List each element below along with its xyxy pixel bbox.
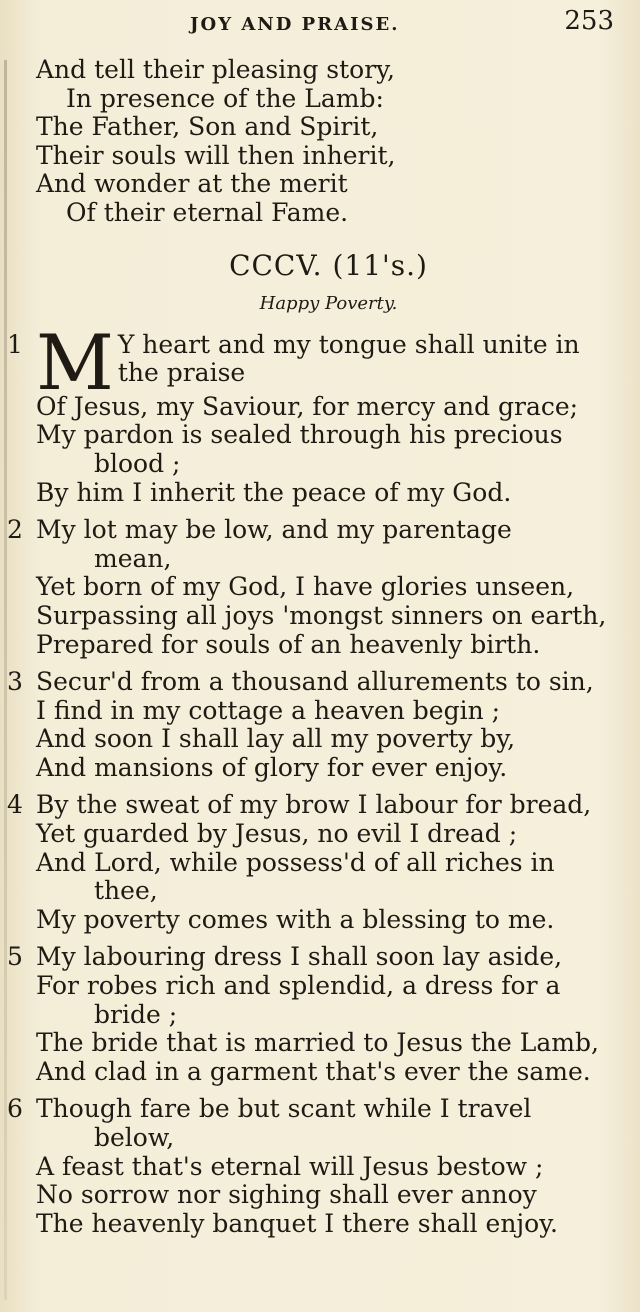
verse-line: Of Jesus, my Saviour, for mercy and grace; [36, 391, 579, 421]
drop-cap: M [36, 317, 114, 407]
verse-line: My poverty comes with a blessing to me. [36, 904, 555, 934]
verse-line: Though fare be but scant while I travel [36, 1094, 532, 1124]
verse-line: Their souls will then inherit, [36, 140, 396, 170]
verse-line: thee, [94, 876, 158, 906]
verse-line: A feast that's eternal will Jesus bestow ; [36, 1151, 544, 1181]
previous-stanza-end [36, 56, 621, 228]
running-head: JOY AND PRAISE. [190, 14, 400, 35]
verse-line: And Lord, while possess'd of all riches in [36, 847, 555, 877]
stanza-number: 6 [7, 1094, 23, 1124]
verse-line: the praise [117, 358, 246, 388]
hymn-number-heading: CCCV. (11's.) [229, 248, 428, 282]
verse-line: And clad in a garment that's ever the same. [36, 1056, 591, 1086]
verse-line: blood ; [94, 448, 181, 478]
verse-line: And soon I shall lay all my poverty by, [36, 724, 516, 754]
verse-line: No sorrow nor sighing shall ever annoy [36, 1180, 537, 1210]
hymn-text [7, 55, 621, 1247]
hymn-subtitle: Happy Poverty. [259, 293, 398, 315]
verse-line: Y heart and my tongue shall unite in [117, 329, 580, 359]
verse-line: mean, [94, 543, 172, 573]
verse-line: The bride that is married to Jesus the Lamb, [36, 1028, 599, 1058]
verse-line: In presence of the Lamb: [66, 83, 384, 113]
verse-line: The Father, Son and Spirit, [36, 112, 379, 142]
verse-line: Of their eternal Fame. [66, 197, 349, 227]
stanza-2 [7, 515, 621, 659]
stanza-3 [7, 667, 621, 782]
stanza-number: 3 [7, 667, 23, 697]
stanza-list [7, 515, 621, 1238]
verse-line: Yet guarded by Jesus, no evil I dread ; [36, 819, 518, 849]
verse-line: bride ; [94, 999, 178, 1029]
stanza-6 [7, 1094, 621, 1238]
verse-line: By him I inherit the peace of my God. [36, 477, 512, 507]
verse-line: Surpassing all joys 'mongst sinners on earth, [36, 600, 607, 630]
verse-line: My pardon is sealed through his precious [36, 420, 563, 450]
verse-line: Secur'd from a thousand allurements to sin, [36, 667, 594, 697]
verse-line: By the sweat of my brow I labour for bread, [36, 790, 592, 820]
verse-line: And tell their pleasing story, [36, 55, 395, 84]
verse-line: My labouring dress I shall soon lay aside, [36, 942, 563, 972]
verse-line: The heavenly banquet I there shall enjoy. [36, 1208, 558, 1238]
stanza-4 [7, 790, 621, 934]
verse-line: Yet born of my God, I have glories unseen, [36, 572, 575, 602]
verse-line: My lot may be low, and my parentage [36, 515, 512, 545]
stanza-number: 5 [7, 942, 23, 972]
stanza-5 [7, 942, 621, 1086]
page-number: 253 [564, 6, 614, 36]
verse-line: Prepared for souls of an heavenly birth. [36, 629, 541, 659]
verse-line: For robes rich and splendid, a dress for a [36, 971, 561, 1001]
stanza-number: 4 [7, 790, 23, 820]
verse-line: And mansions of glory for ever enjoy. [36, 752, 508, 782]
verse-line: below, [94, 1123, 175, 1152]
stanza-1-lines [36, 393, 621, 507]
verse-line: And wonder at the merit [36, 169, 348, 199]
stanza-1 [7, 317, 621, 507]
verse-line: I find in my cottage a heaven begin ; [36, 695, 501, 725]
stanza-number: 2 [7, 515, 23, 545]
stanza-number: 1 [7, 329, 23, 359]
